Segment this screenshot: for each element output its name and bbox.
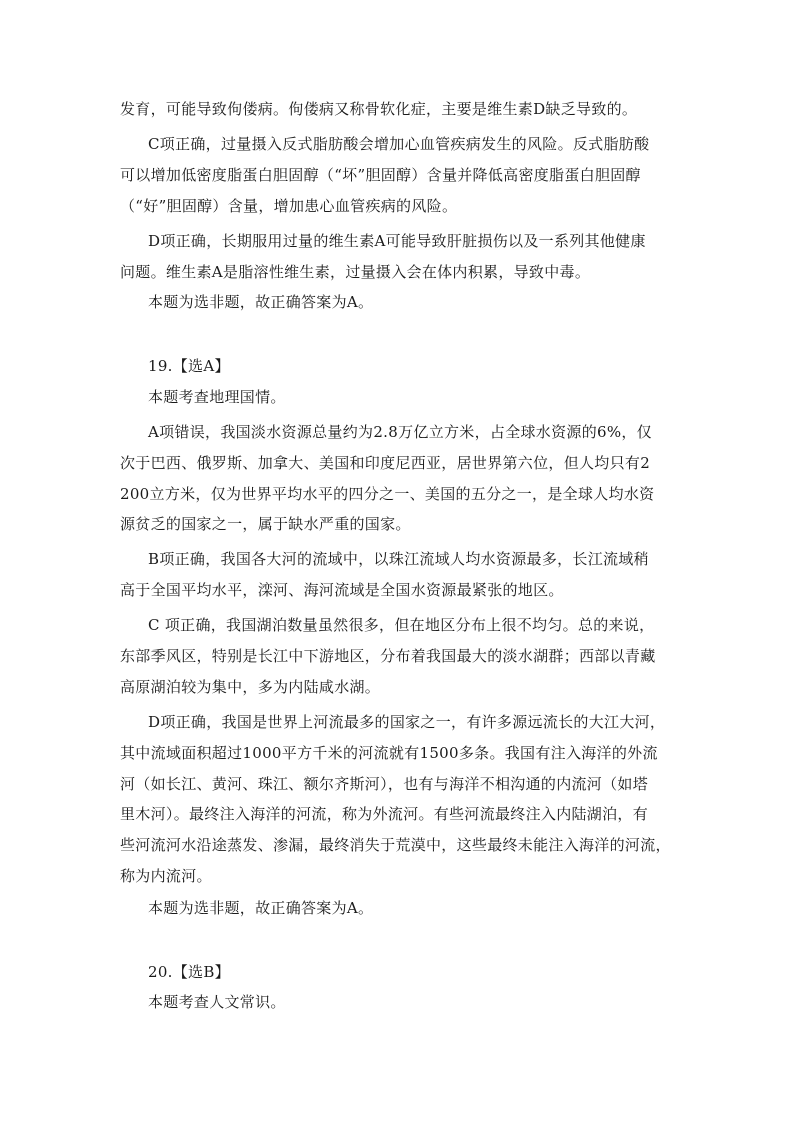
paragraph-line: C项正确，过量摄入反式脂肪酸会增加心血管疾病发生的风险。反式脂肪酸 bbox=[148, 135, 650, 153]
paragraph-line: 称为内流河。 bbox=[120, 867, 212, 885]
paragraph-line: 源贫乏的国家之一，属于缺水严重的国家。 bbox=[120, 515, 411, 533]
paragraph-line: D项正确，我国是世界上河流最多的国家之一，有许多源远流长的大江大河， bbox=[148, 713, 666, 731]
question-topic: 本题考查人文常识。 bbox=[148, 993, 286, 1011]
paragraph-line: 东部季风区，特别是长江中下游地区，分布着我国最大的淡水湖群；西部以青藏 bbox=[120, 647, 656, 665]
paragraph-line: C 项正确，我国湖泊数量虽然很多，但在地区分布上很不均匀。总的来说， bbox=[148, 616, 655, 634]
paragraph-line: 些河流河水沿途蒸发、渗漏，最终消失于荒漠中，这些最终未能注入海洋的河流， bbox=[120, 836, 671, 854]
question-topic: 本题考查地理国情。 bbox=[148, 388, 286, 406]
paragraph-line: B项正确，我国各大河的流域中，以珠江流域人均水资源最多，长江流域稍 bbox=[148, 550, 649, 568]
paragraph-line: 河（如长江、黄河、珠江、额尔齐斯河），也有与海洋不相沟通的内流河（如塔 bbox=[120, 775, 649, 793]
paragraph-line: A项错误，我国淡水资源总量约为2.8万亿立方米，占全球水资源的6%，仅 bbox=[148, 423, 652, 441]
paragraph-line: 可以增加低密度脂蛋白胆固醇（“坏”胆固醇）含量并降低高密度脂蛋白胆固醇 bbox=[120, 166, 641, 184]
paragraph-line: 其中流域面积超过1000平方千米的河流就有1500多条。我国有注入海洋的外流 bbox=[120, 744, 658, 762]
paragraph-line: D项正确，长期服用过量的维生素A可能导致肝脏损伤以及一系列其他健康 bbox=[148, 232, 646, 250]
paragraph-line: （“好”胆固醇）含量，增加患心血管疾病的风险。 bbox=[120, 197, 458, 215]
paragraph-line: 问题。维生素A是脂溶性维生素，过量摄入会在体内积累，导致中毒。 bbox=[120, 263, 591, 281]
answer-line: 本题为选非题，故正确答案为A。 bbox=[148, 899, 374, 917]
paragraph-line: 高于全国平均水平，滦河、海河流域是全国水资源最紧张的地区。 bbox=[120, 581, 564, 599]
paragraph-line: 次于巴西、俄罗斯、加拿大、美国和印度尼西亚，居世界第六位，但人均只有2 bbox=[120, 454, 651, 472]
paragraph-line: 里木河）。最终注入海洋的河流，称为外流河。有些河流最终注入内陆湖泊，有 bbox=[120, 805, 649, 823]
paragraph-line: 高原湖泊较为集中，多为内陆咸水湖。 bbox=[120, 678, 381, 696]
answer-line: 本题为选非题，故正确答案为A。 bbox=[148, 293, 374, 311]
paragraph-line: 发育，可能导致佝偻病。佝偻病又称骨软化症，主要是维生素D缺乏导致的。 bbox=[120, 100, 638, 118]
paragraph-line: 200立方米，仅为世界平均水平的四分之一、美国的五分之一，是全球人均水资 bbox=[120, 485, 655, 503]
question-heading: 20.【选B】 bbox=[148, 963, 230, 981]
question-heading: 19.【选A】 bbox=[148, 357, 230, 375]
